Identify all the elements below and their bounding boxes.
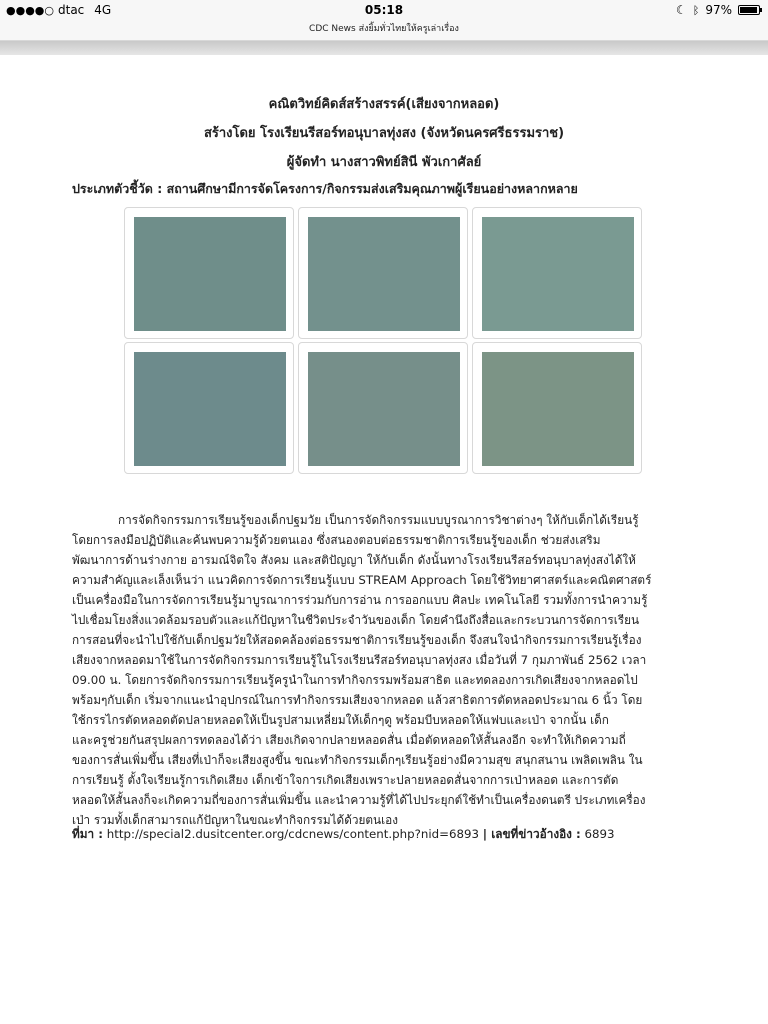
body-line: ไปเชื่อมโยงสิ่งแวดล้อมรอบตัวและแก้ปัญหาในชีวิตประจำวันของเด็ก โดยคำนึงถึงสื่อและกระบวนการจัดการเรียน	[72, 613, 640, 627]
reference-label: | เลขที่ข่าวอ้างอิง :	[482, 827, 581, 841]
body-line: เป่า รวมทั้งเด็กสามารถแก้ปัญหาในขณะทำกิจกรรมได้ด้วยตนเอง	[72, 813, 399, 827]
body-line: เป็นเครื่องมือในการจัดการเรียนรู้มาบูรณาการร่วมกับการอ่าน การออกแบบ ศิลปะ เทคโนโลยี รวมทั้งการนำความรู้	[72, 593, 648, 607]
body-line: และครูช่วยกันสรุปผลการทดลองได้ว่า เสียงเกิดจากปลายหลอดสั่น เมื่อตัดหลอดให้สั้นลงอีก จะทำให้เกิดความถี่	[72, 733, 626, 747]
article-category: ประเภทตัวชี้วัด : สถานศึกษามีการจัดโครงการ/กิจกรรมส่งเสริมคุณภาพผู้เรียนอย่างหลากหลาย	[72, 181, 578, 196]
photo-3	[482, 217, 634, 331]
status-time: 05:18	[364, 3, 404, 17]
bluetooth-icon: ᛒ	[692, 3, 700, 17]
body-line: ใช้กรรไกรตัดหลอดตัดปลายหลอดให้เป็นรูปสามเหลี่ยมให้เด็กๆดู พร้อมบีบหลอดให้แฟบและเป่า จากนั้น เด็ก	[72, 713, 609, 727]
gallery-thumb-6[interactable]	[472, 342, 642, 474]
photo-1	[134, 217, 286, 331]
body-line: พัฒนาการด้านร่างกาย อารมณ์จิตใจ สังคม และสติปัญญา ให้กับเด็ก ดังนั้นทางโรงเรียนรีสอร์ทอนุบาลทุ่งสงได้ให้	[72, 553, 636, 567]
battery-icon	[738, 5, 760, 15]
article-source	[72, 825, 615, 844]
page-content	[0, 55, 768, 1024]
source-link[interactable]: http://special2.dusitcenter.org/cdcnews/content.php?nid=6893	[106, 827, 480, 841]
toolbar-shadow	[0, 41, 768, 55]
body-line: การสอนที่จะนำไปใช้กับเด็กปฐมวัยให้สอดคล้องต่อธรรมชาติการเรียนรู้ของเด็ก จึงสนใจนำกิจกรรมการเรียนรู้เรื่อง	[72, 633, 642, 647]
body-line: ความสำคัญและเล็งเห็นว่า แนวคิดการจัดการเรียนรู้แบบ STREAM Approach โดยใช้วิทยาศาสตร์และคณิตศาสตร์	[72, 573, 652, 587]
signal-strength-icon: ●●●●○	[6, 3, 54, 17]
gallery-thumb-1[interactable]	[124, 207, 294, 339]
reference-id: 6893	[584, 827, 615, 841]
photo-gallery	[124, 207, 646, 477]
gallery-thumb-3[interactable]	[472, 207, 642, 339]
body-line: โดยการลงมือปฏิบัติและค้นพบความรู้ด้วยตนเอง ซึ่งสนองตอบต่อธรรมชาติการเรียนรู้ของเด็ก ช่วยส่งเสริม	[72, 533, 601, 547]
body-line: หลอดให้สั้นลงก็จะเกิดความถี่ของการสั่นเพิ่มขึ้น และนำความรู้ที่ได้ไปประยุกต์ใช้ทำเป็นเครื่องดนตรี ประเภทเครื่อง	[72, 793, 646, 807]
body-line: พร้อมๆกับเด็ก เริ่มจากแนะนำอุปกรณ์ในการทำกิจกรรมเสียงจากหลอด แล้วสาธิตการตัดหลอดประมาณ 6 นิ้ว โดย	[72, 693, 643, 707]
gallery-thumb-2[interactable]	[298, 207, 468, 339]
status-right	[676, 3, 760, 17]
source-label: ที่มา :	[72, 827, 104, 841]
photo-5	[308, 352, 460, 466]
body-line: เสียงจากหลอดมาใช้ในการจัดกิจกรรมการเรียนรู้ในโรงเรียนรีสอร์ทอนุบาลทุ่งสง เมื่อวันที่ 7 กุมภาพันธ์ 2562 เวลา	[72, 653, 647, 667]
body-line: การเรียนรู้ ตั้งใจเรียนรู้การเกิดเสียง เด็กเข้าใจการเกิดเสียงเพราะปลายหลอดสั่นจากการเป่าหลอด และการตัด	[72, 773, 619, 787]
network-type: 4G	[94, 3, 112, 17]
page-title: CDC News ส่งยิ้มทั่วไทยให้ครูเล่าเรื่อง	[309, 24, 459, 34]
gallery-thumb-4[interactable]	[124, 342, 294, 474]
photo-6	[482, 352, 634, 466]
address-bar[interactable]	[0, 20, 768, 41]
article-title: คณิตวิทย์คิดส์สร้างสรรค์(เสียงจากหลอด)	[268, 97, 500, 112]
battery-percent: 97%	[705, 3, 732, 17]
body-line: 09.00 น. โดยการจัดกิจกรรมการเรียนรู้ครูนำในการทำกิจกรรมพร้อมสาธิต และทดลองการเกิดเสียงจากหลอดไป	[72, 673, 638, 687]
article-producer: ผู้จัดทำ นางสาวพิทย์สินี พัวเกาศัลย์	[286, 155, 482, 170]
photo-2	[308, 217, 460, 331]
gallery-thumb-5[interactable]	[298, 342, 468, 474]
article-body	[72, 510, 696, 830]
battery-fill	[740, 7, 757, 13]
carrier-name: dtac	[58, 3, 85, 17]
photo-4	[134, 352, 286, 466]
status-bar	[0, 0, 768, 20]
article-creator: สร้างโดย โรงเรียนรีสอร์ทอนุบาลทุ่งสง (จังหวัดนครศรีธรรมราช)	[203, 126, 565, 141]
body-line: ของการสั่นเพิ่มขึ้น เสียงที่เป่าก็จะเสียงสูงขึ้น ขณะทำกิจกรรมเด็กๆเรียนรู้อย่างมีความสุข สนุกสนาน เพลิดเพลิน ใน	[72, 753, 643, 767]
body-line: การจัดกิจกรรมการเรียนรู้ของเด็กปฐมวัย เป็นการจัดกิจกรรมแบบบูรณาการวิชาต่างๆ ให้กับเด็กได้เรียนรู้	[118, 513, 639, 527]
moon-icon: ☾	[675, 3, 687, 17]
